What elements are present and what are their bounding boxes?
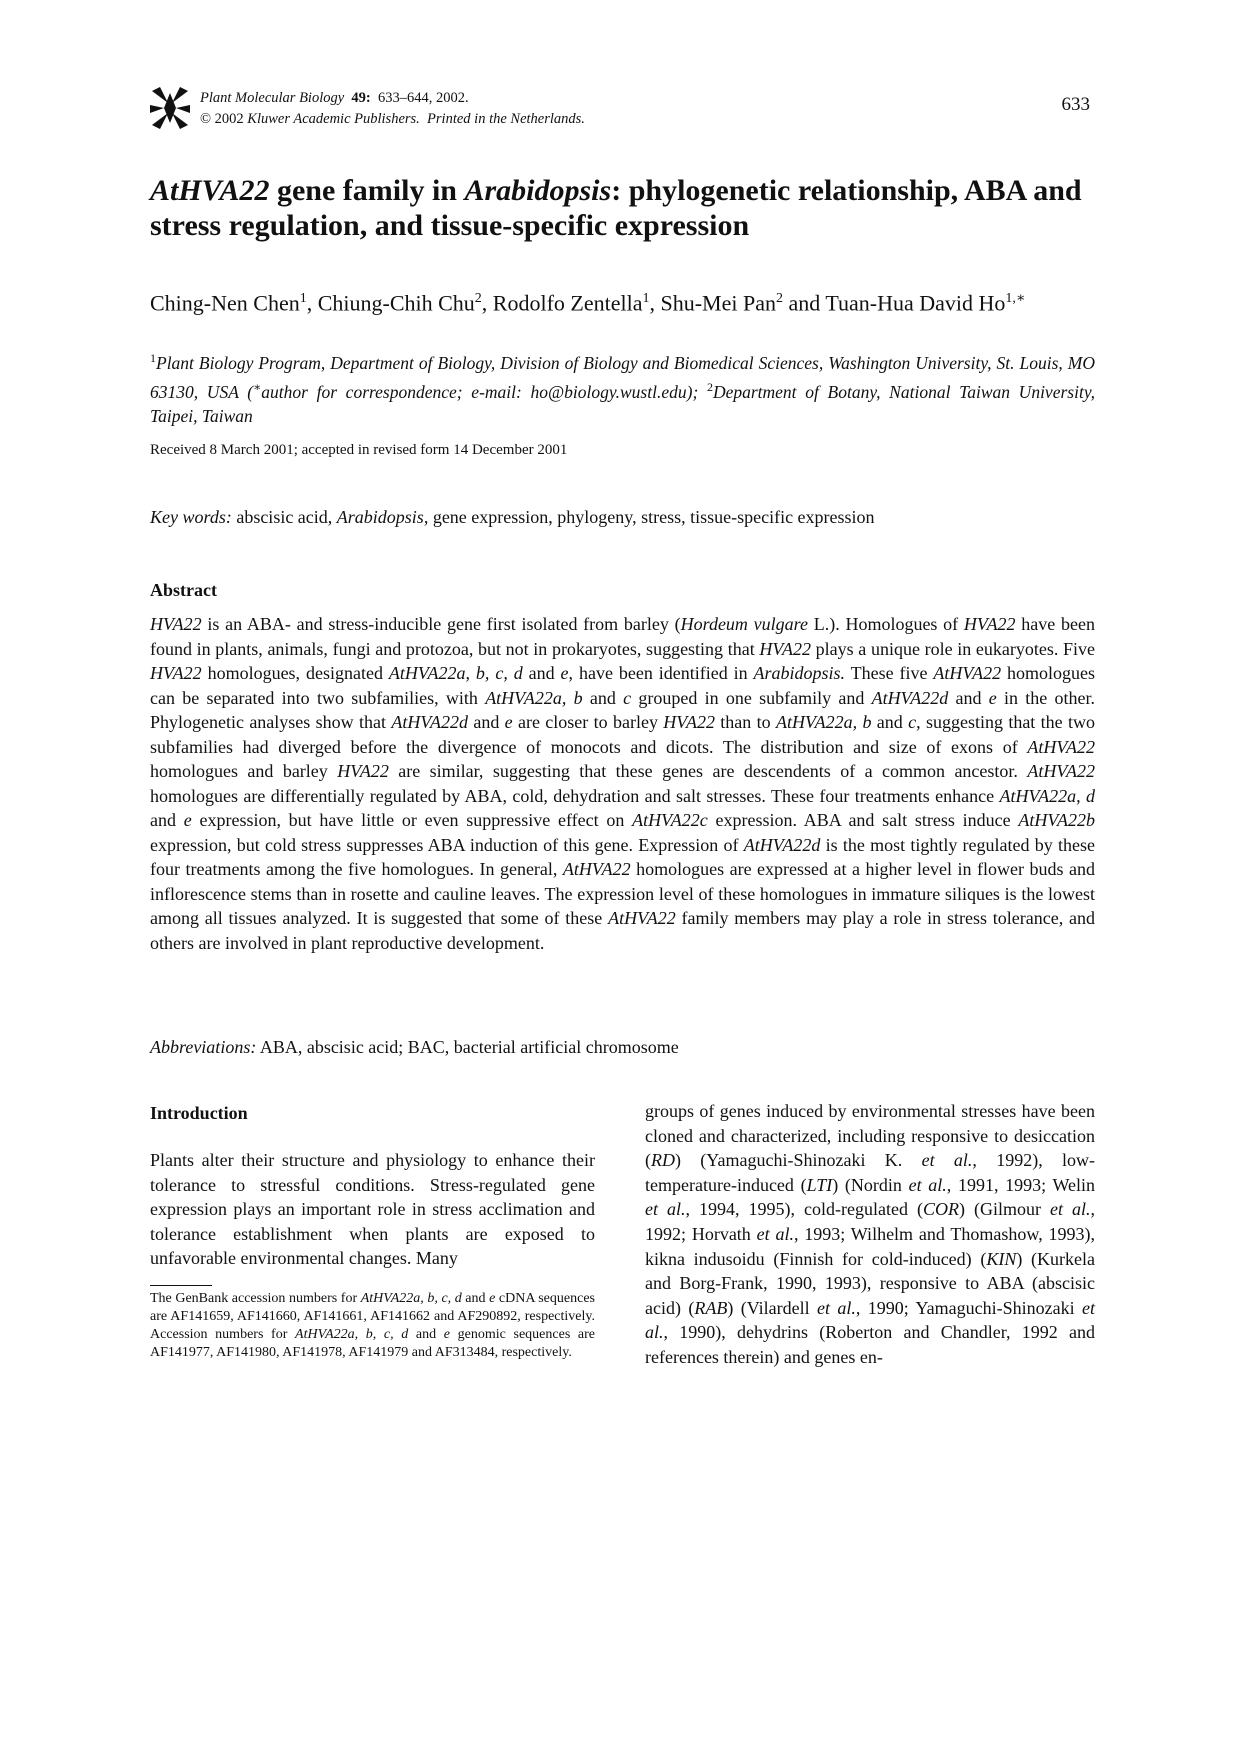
affiliations: $^1$Plant Biology Program, Department of Biology, Division of Biology and Biomedical Sciences, Washington University, St. Louis, MO 63130, USA (∗author for correspondence; e-mail: ho@biology.wustl.edu); $^2$Department of Botany, National Taiwan University, Taipei, Taiwan [150, 351, 1095, 426]
page-number: 633 [1061, 94, 1090, 115]
footnote-divider [150, 1285, 212, 1286]
paper-title: AtHVA22 gene family in Arabidopsis: phylogenetic relationship, ABA and stress regulation, and tissue-specific expression [150, 174, 1082, 242]
abbreviations: Abbreviations: ABA, abscisic acid; BAC, bacterial artificial chromosome [150, 1037, 679, 1057]
keywords: Key words: abscisic acid, Arabidopsis, gene expression, phylogeny, stress, tissue-specific expression [150, 507, 875, 527]
introduction-right-column: groups of genes induced by environmental stresses have been cloned and characterized, including responsive to desiccation (RD) (Yamaguchi-Shinozaki K. et al., 1992), low-temperature-induced (LTI) (Nordin et al., 1991, 1993; Welin et al., 1994, 1995), cold-regulated (COR) (Gilmour et al., 1992; Horvath et al., 1993; Wilhelm and Thomashow, 1993), kikna indusoidu (Finnish for cold-induced) (KIN) (Kurkela and Borg-Frank, 1990, 1993), responsive to ABA (abscisic acid) (RAB) (Vilardell et al., 1990; Yamaguchi-Shinozaki et al., 1990), dehydrins (Roberton and Chandler, 1992 and references therein) and genes en- [645, 1101, 1096, 1367]
abstract-heading: Abstract [150, 580, 217, 600]
introduction-heading: Introduction [150, 1103, 248, 1123]
abstract-body: HVA22 is an ABA- and stress-inducible gene first isolated from barley (Hordeum vulgare L.). Homologues of HVA22 have been found in plants, animals, fungi and protozoa, but not in prokaryotes, suggesting that HVA22 plays a unique role in eukaryotes. Five HVA22 homologues, designated AtHVA22a, b, c, d and e, have been identified in Arabidopsis. These five AtHVA22 homologues can be separated into two subfamilies, with AtHVA22a, b and c grouped in one subfamily and AtHVA22d and e in the other. Phylogenetic analyses show that AtHVA22d and e are closer to barley HVA22 than to AtHVA22a, b and c, suggesting that the two subfamilies had diverged before the divergence of monocots and dicots. The distribution and size of exons of AtHVA22 homologues and barley HVA22 are similar, suggesting that these genes are descendents of a common ancestor. AtHVA22 homologues are differentially regulated by ABA, cold, dehydration and salt stresses. These four treatments enhance AtHVA22a, d and e expression, but have little or even suppressive effect on AtHVA22c expression. ABA and salt stress induce AtHVA22b expression, but cold stress suppresses ABA induction of this gene. Expression of AtHVA22d is the most tightly regulated by these four treatments among the five homologues. In general, AtHVA22 homologues are expressed at a higher level in flower buds and inflorescence stems than in rosette and cauline leaves. The expression level of these homologues in immature siliques is the lowest among all tissues analyzed. It is suggested that some of these AtHVA22 family members may play a role in stress tolerance, and others are involved in plant reproductive development. [150, 614, 1095, 953]
journal-copyright: © 2002 Kluwer Academic Publishers. Printed in the Netherlands. [200, 111, 585, 127]
footnote-accession-numbers: The GenBank accession numbers for AtHVA22a, b, c, d and e cDNA sequences are AF141659, AF141660, AF141661, AF141662 and AF290892, respectively. Accession numbers for AtHVA22a, b, c, d and e genomic sequences are AF141977, AF141980, AF141978, AF141979 and AF313484, respectively. [150, 1291, 595, 1360]
journal-citation: Plant Molecular Biology 49: 633–644, 2002. [200, 90, 469, 106]
introduction-left-column: Plants alter their structure and physiology to enhance their tolerance to stressful conditions. Stress-regulated gene expression plays an important role in stress acclimation and tolerance establishment when plants are exposed to unfavorable environmental changes. Many [150, 1150, 595, 1269]
received-dates: Received 8 March 2001; accepted in revised form 14 December 2001 [150, 442, 568, 458]
author-list: Ching-Nen Chen$^1$, Chiung-Chih Chu$^2$, Rodolfo Zentella$^1$, Shu-Mei Pan$^2$ and Tuan-Hua David $Ho^{1,∗}$ [150, 290, 1026, 316]
journal-header [200, 88, 585, 130]
kluwer-logo-icon [150, 85, 190, 131]
